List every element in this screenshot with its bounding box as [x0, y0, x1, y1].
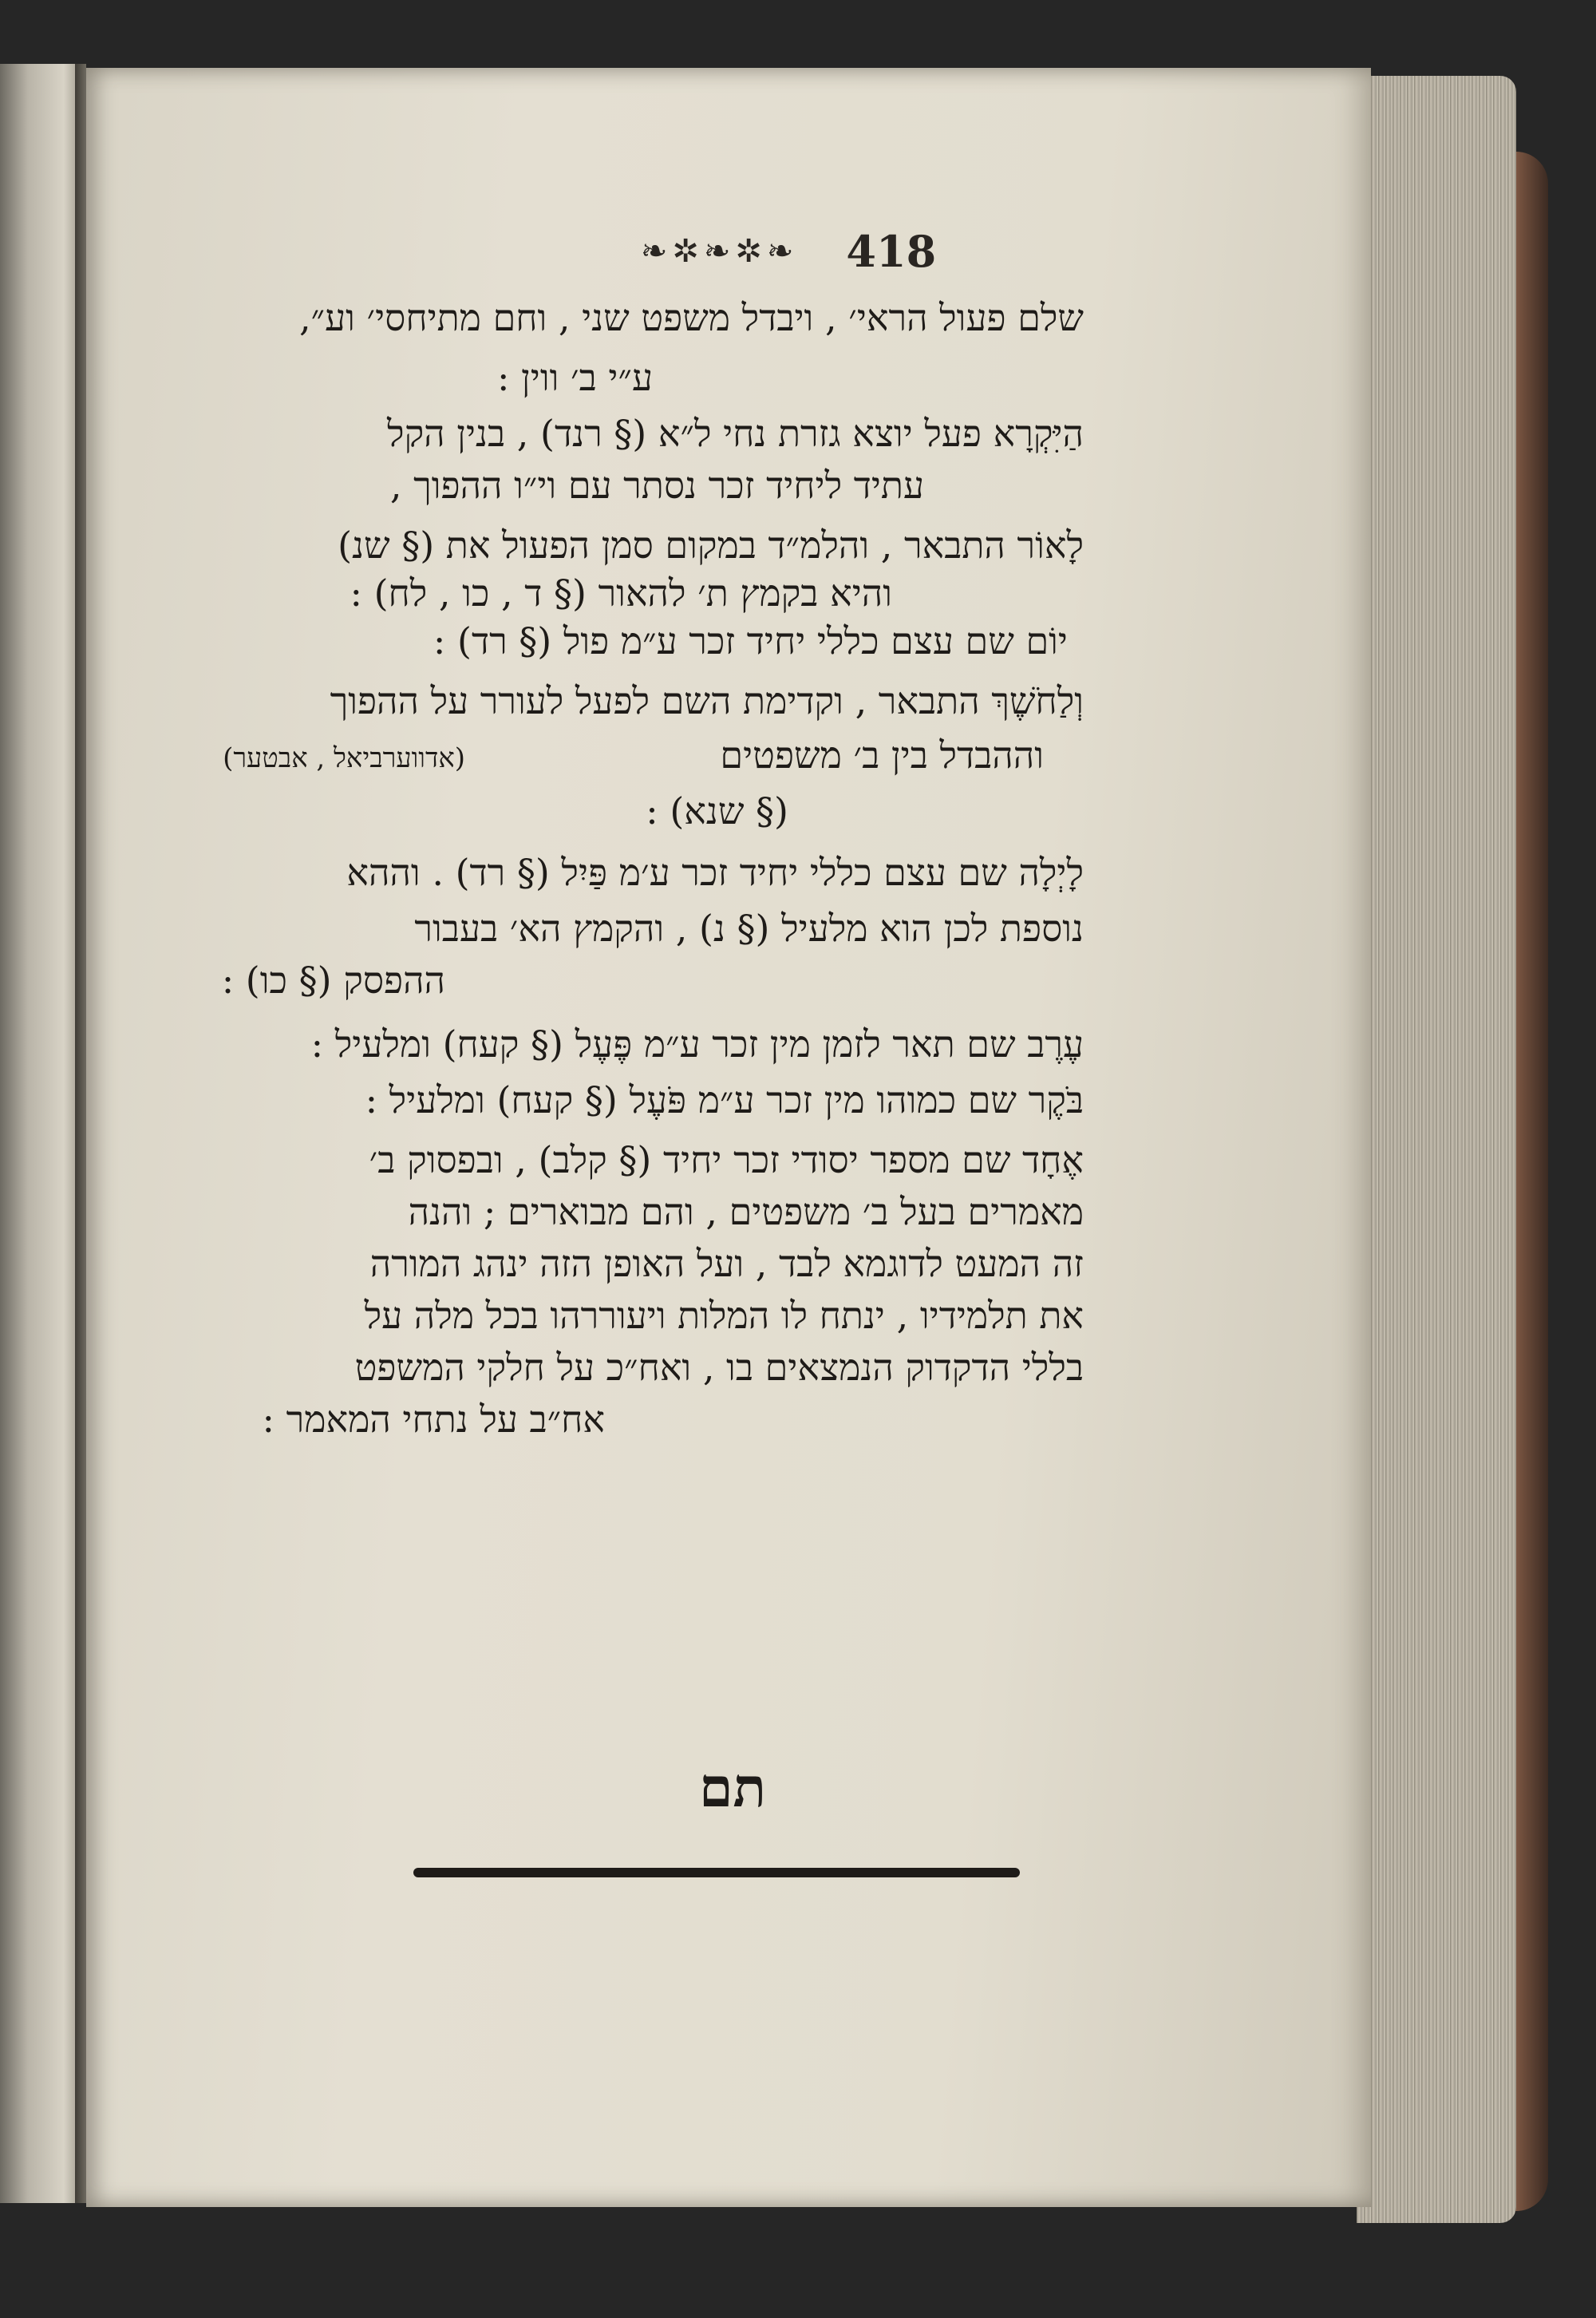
- text-line: עֶרֶב שם תאר לזמן מין זכר ע״מ פֶּעֶל (§ קעח) ומלעיל :: [310, 1023, 1084, 1066]
- closing-rule: [413, 1868, 1020, 1877]
- book-page: [86, 68, 1371, 2207]
- text-line: וההבדל בין ב׳ משפטים: [720, 734, 1044, 777]
- text-line: ע״י ב׳ ווין :: [496, 356, 653, 399]
- text-line: וְלַחֹשֶׁךְ התבאר , וקדימת השם לפעל לעורר על ההפוך: [330, 679, 1084, 722]
- text-line: בללי הדקדוק הנמצאים בו , ואח״כ על חלקי המשפט: [354, 1346, 1084, 1389]
- page-header: [485, 220, 1092, 283]
- page-number: 418: [846, 226, 937, 277]
- text-line: ההפסק (§ כו) :: [221, 959, 445, 1002]
- ornament-icon: ❧✲❧✲❧: [640, 233, 799, 270]
- text-line: והיא בקמץ ת׳ להאור (§ ד , כו , לח) :: [350, 572, 892, 615]
- text-line: שלם פעול הראי׳ , ויבדל משפט שני , וחם מתיחסי׳ וע״,: [298, 296, 1084, 339]
- text-line: יוֹם שם עצם כללי יחיד זכר ע״מ פול (§ רד) :: [433, 619, 1068, 663]
- gloss-text: (אדווערביאל , אבטער): [223, 742, 465, 774]
- text-line: לָיְלָה שם עצם כללי יחיד זכר ע׳מ פַּיִל (§ רד) . וההא: [346, 851, 1084, 894]
- text-line: את תלמידיו , ינתח לו המלות ויעוררהו בכל מלה על: [364, 1294, 1084, 1337]
- text-line: בֹּקֶר שם כמוהו מין זכר ע״מ פֹּעֶל (§ קעח) ומלעיל :: [365, 1078, 1084, 1121]
- text-line: אֶחָד שם מספר יסודי זכר יחיד (§ קלב) , ובפסוק ב׳: [369, 1138, 1084, 1181]
- text-line: זה המעט לדוגמא לבד , ועל האופן הזה ינהג המורה: [369, 1242, 1084, 1285]
- text-line: נוספת לכן הוא מלעיל (§ נ) , והקמץ הא׳ בעבור: [414, 907, 1084, 950]
- page-stack-edge: [1357, 76, 1516, 2223]
- text-line: עתיד ליחיד זכר נסתר עם וי״ו ההפוך ,: [389, 464, 924, 507]
- text-line: מאמרים בעל ב׳ משפטים , והם מבוארים ; והנה: [408, 1190, 1084, 1233]
- text-line: (§ שנא) :: [646, 789, 788, 833]
- text-line: הַיִּקְרָא פעל יוצא גזרת נחי ל״א (§ רנד) , בנין הקל: [387, 412, 1084, 455]
- text-line: לָאוֹר התבאר , והלמ״ד במקום סמן הפעול את (§ שנ): [338, 524, 1084, 567]
- end-word: תם: [699, 1756, 766, 1820]
- text-line: אח״ב על נתחי המאמר :: [262, 1398, 605, 1441]
